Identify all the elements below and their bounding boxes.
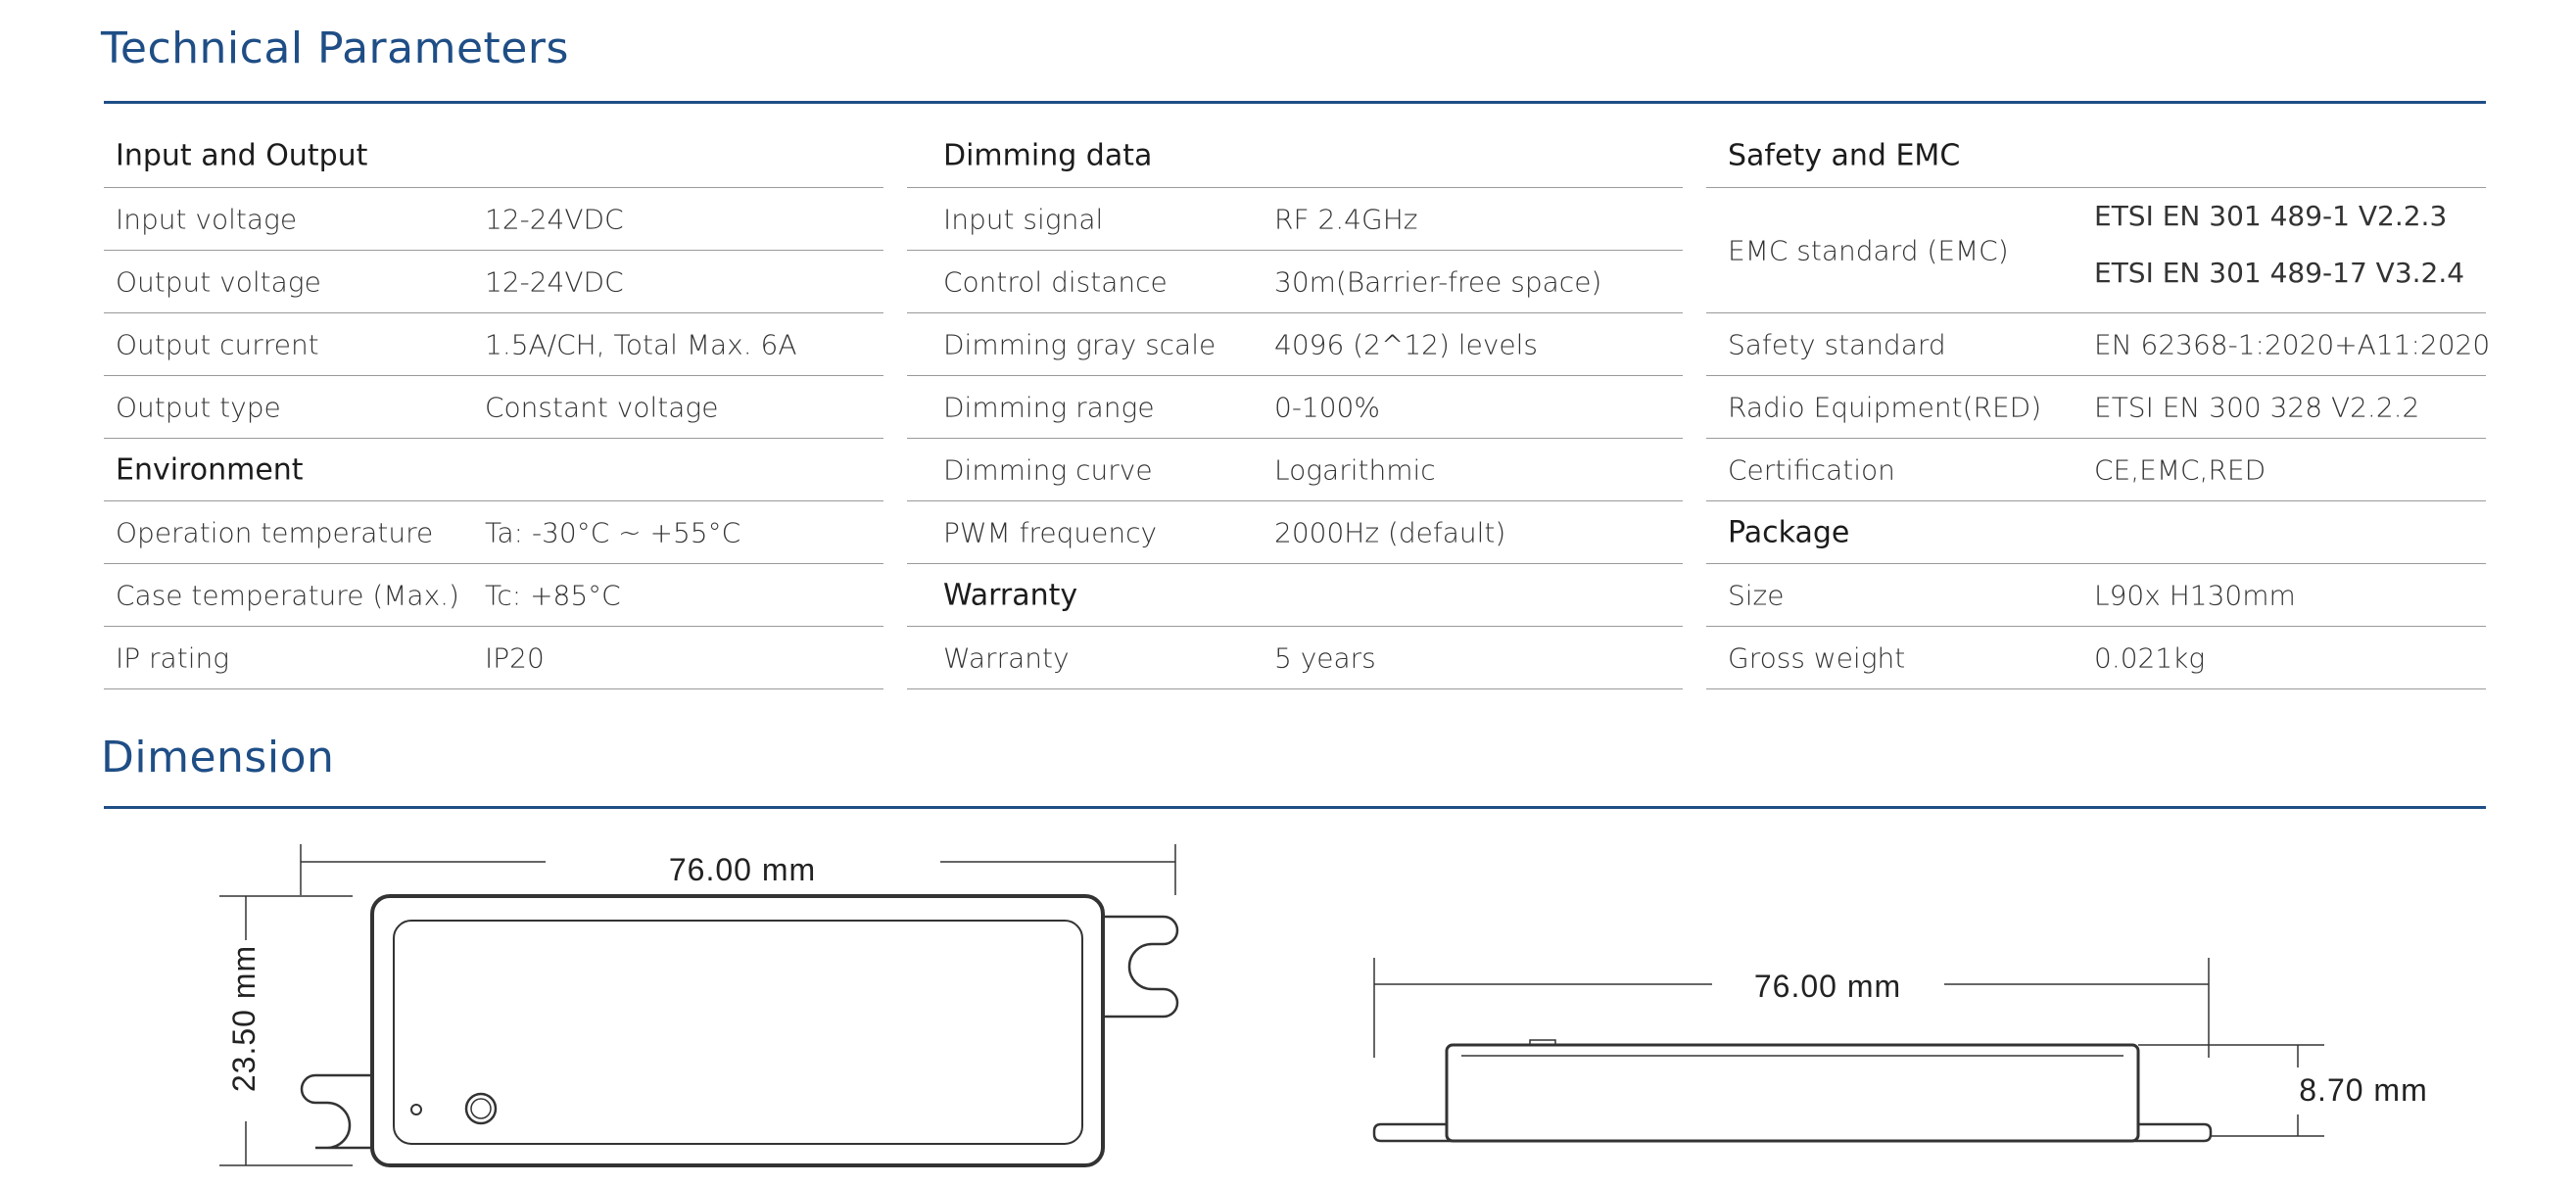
row-value: Constant voltage bbox=[485, 391, 719, 423]
row-value: 4096 (2^12) levels bbox=[1274, 328, 1538, 360]
row-label: Certification bbox=[1728, 453, 1895, 486]
top-view-drawing bbox=[219, 844, 1177, 1165]
row-value: 30m(Barrier-free space) bbox=[1274, 265, 1602, 298]
row-label: Radio Equipment(RED) bbox=[1728, 391, 2042, 423]
row-value: 0-100% bbox=[1274, 391, 1380, 423]
side-height-label: 8.70 mm bbox=[2299, 1072, 2428, 1108]
row-value: ETSI EN 301 489-17 V3.2.4 bbox=[2094, 257, 2465, 289]
row-value: 1.5A/CH, Total Max. 6A bbox=[485, 328, 797, 360]
section-heading: Dimming data bbox=[943, 138, 1153, 172]
row-label: Control distance bbox=[943, 265, 1168, 298]
row-label: EMC standard (EMC) bbox=[1728, 234, 2009, 266]
row-value: 12-24VDC bbox=[485, 203, 624, 235]
row-value: ETSI EN 300 328 V2.2.2 bbox=[2094, 391, 2420, 423]
section-heading: Safety and EMC bbox=[1728, 138, 1961, 172]
row-label: Warranty bbox=[943, 641, 1070, 674]
row-value: Tc: +85°C bbox=[485, 579, 621, 611]
row-label: Size bbox=[1728, 579, 1785, 611]
row-value: L90x H130mm bbox=[2094, 579, 2296, 611]
row-label: Case temperature (Max.) bbox=[116, 579, 459, 611]
row-label: Operation temperature bbox=[116, 516, 434, 548]
top-height-label: 23.50 mm bbox=[226, 944, 262, 1093]
row-value: Ta: -30°C ~ +55°C bbox=[485, 516, 741, 548]
row-value: 2000Hz (default) bbox=[1274, 516, 1506, 548]
technical-parameters-title: Technical Parameters bbox=[101, 24, 569, 73]
row-label: Output voltage bbox=[116, 265, 321, 298]
row-value: EN 62368-1:2020+A11:2020 bbox=[2094, 328, 2491, 360]
row-value: 5 years bbox=[1274, 641, 1376, 674]
row-label: Safety standard bbox=[1728, 328, 1946, 360]
row-label: Dimming range bbox=[943, 391, 1155, 423]
row-value: CE,EMC,RED bbox=[2094, 453, 2266, 486]
row-label: Output current bbox=[116, 328, 319, 360]
top-width-label: 76.00 mm bbox=[668, 852, 817, 887]
row-value: 12-24VDC bbox=[485, 265, 624, 298]
row-value: IP20 bbox=[485, 641, 545, 674]
dimension-title: Dimension bbox=[101, 733, 335, 782]
row-label: Dimming gray scale bbox=[943, 328, 1216, 360]
row-value: ETSI EN 301 489-1 V2.2.3 bbox=[2094, 200, 2448, 232]
row-value: 0.021kg bbox=[2094, 641, 2206, 674]
row-value: Logarithmic bbox=[1274, 453, 1436, 486]
row-label: Output type bbox=[116, 391, 281, 423]
row-value: RF 2.4GHz bbox=[1274, 203, 1418, 235]
row-label: Gross weight bbox=[1728, 641, 1906, 674]
section-heading: Warranty bbox=[943, 578, 1078, 612]
row-label: IP rating bbox=[116, 641, 230, 674]
side-width-label: 76.00 mm bbox=[1753, 969, 1902, 1004]
row-label: Input signal bbox=[943, 203, 1104, 235]
row-label: Input voltage bbox=[116, 203, 298, 235]
row-label: PWM frequency bbox=[943, 516, 1158, 548]
section-heading: Input and Output bbox=[116, 138, 368, 172]
section-heading: Environment bbox=[116, 452, 304, 487]
section-heading: Package bbox=[1728, 515, 1850, 549]
row-label: Dimming curve bbox=[943, 453, 1153, 486]
